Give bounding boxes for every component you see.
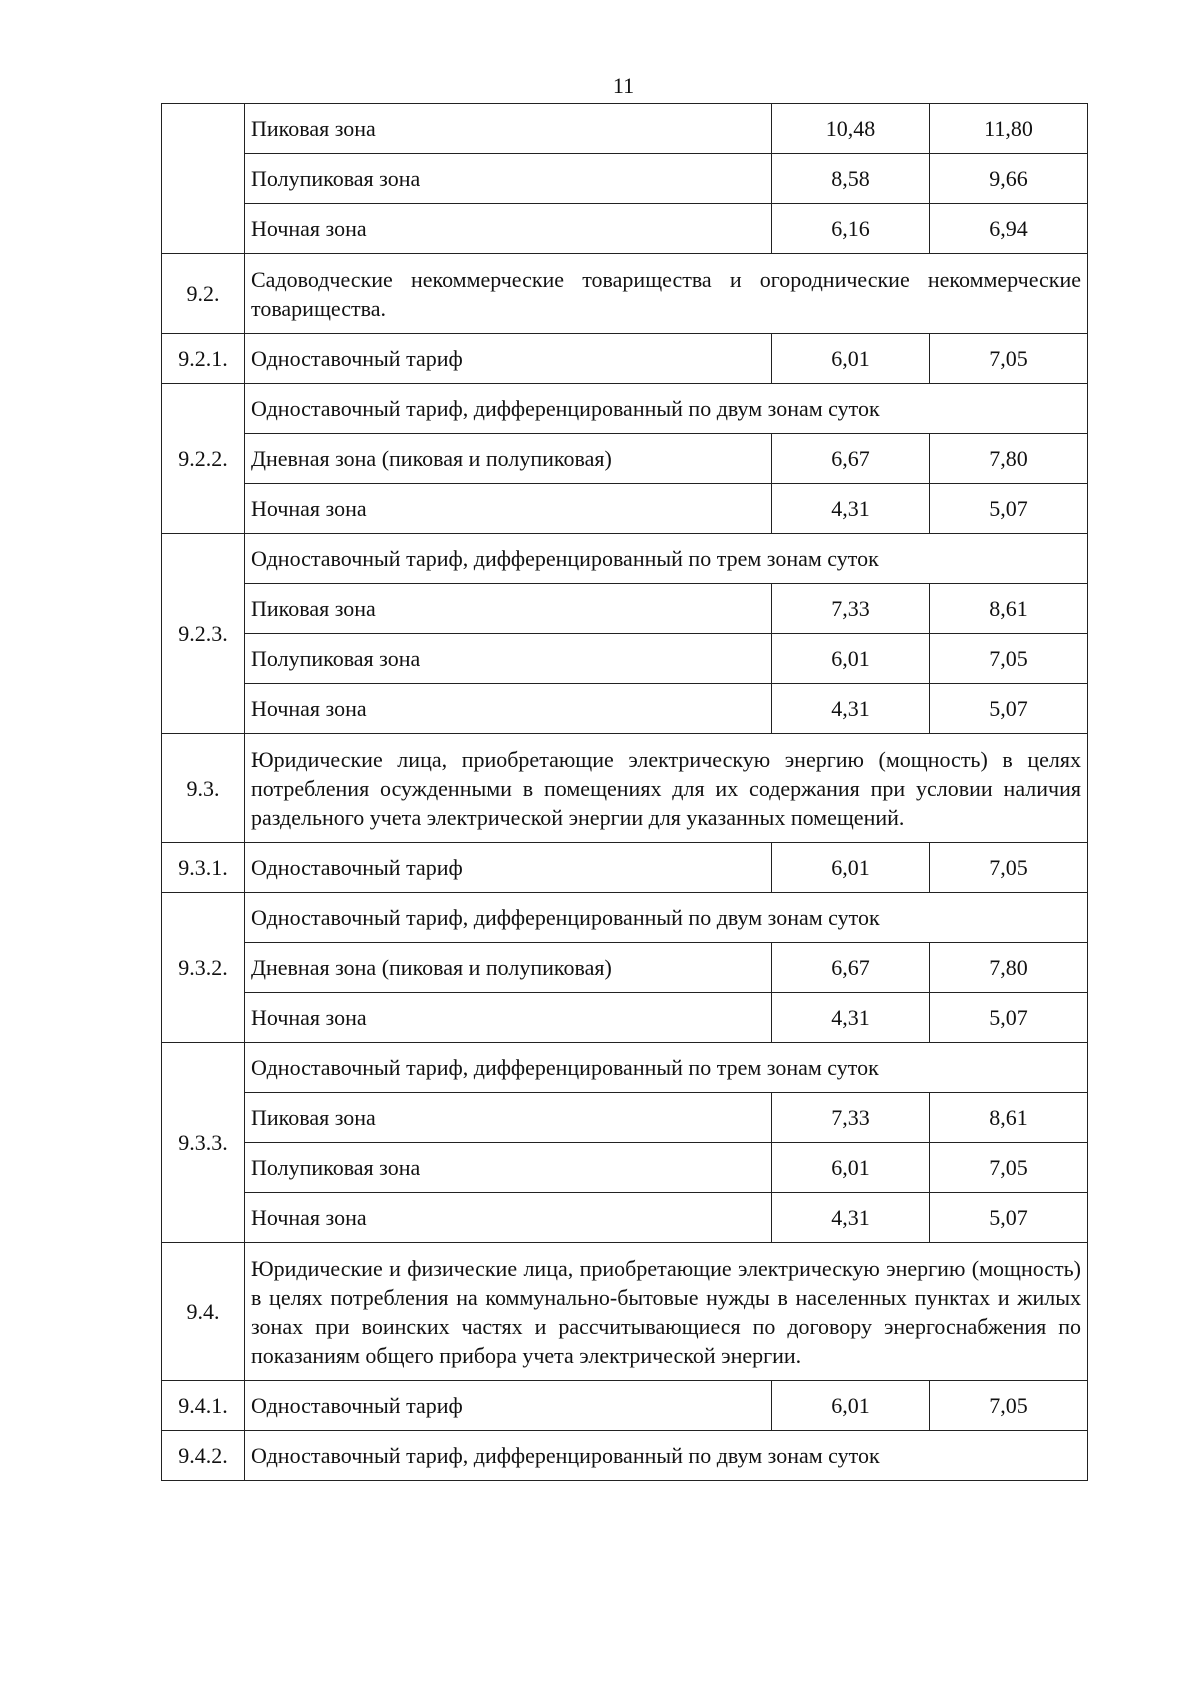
row-number-cell	[162, 104, 245, 254]
tariff-zone-name: Ночная зона	[245, 204, 772, 254]
tariff-zone-name: Ночная зона	[245, 993, 772, 1043]
tariff-zone-name: Полупиковая зона	[245, 1143, 772, 1193]
row-number: 9.3.1.	[162, 843, 245, 893]
tariff-value-1: 6,01	[772, 1381, 930, 1431]
subsection-header-row	[162, 1431, 1088, 1481]
subsection-title: Одноставочный тариф, дифференцированный по двум зонам суток	[245, 1431, 1088, 1481]
tariff-value-2: 7,05	[930, 843, 1088, 893]
tariff-value-1: 6,16	[772, 204, 930, 254]
tariff-value-2: 7,80	[930, 434, 1088, 484]
subsection-header-row	[162, 1043, 1088, 1093]
row-number: 9.2.3.	[162, 534, 245, 734]
tariff-value-2: 7,05	[930, 1381, 1088, 1431]
tariff-value-2: 7,05	[930, 1143, 1088, 1193]
table-row	[162, 154, 1088, 204]
table-row	[162, 993, 1088, 1043]
section-description: Юридические и физические лица, приобретающие электрическую энергию (мощность) в целях потребления на коммунально-бытовые нужды в населенных пунктах и жилых зонах при воинских частях и рассчитывающиеся по договору энергоснабжения по показаниям общего прибора учета электрической энергии.	[245, 1243, 1088, 1381]
page-number: 11	[612, 73, 635, 98]
section-row	[162, 1243, 1088, 1381]
subsection-header-row	[162, 534, 1088, 584]
tariff-zone-name: Ночная зона	[245, 684, 772, 734]
tariff-zone-name: Пиковая зона	[245, 104, 772, 154]
section-number: 9.4.	[162, 1243, 245, 1381]
tariff-zone-name: Полупиковая зона	[245, 154, 772, 204]
tariff-name: Одноставочный тариф	[245, 1381, 772, 1431]
tariff-value-1: 7,33	[772, 584, 930, 634]
tariff-value-2: 8,61	[930, 584, 1088, 634]
table-row	[162, 484, 1088, 534]
section-number: 9.2.	[162, 254, 245, 334]
table-row	[162, 1093, 1088, 1143]
tariff-value-2: 7,80	[930, 943, 1088, 993]
table-row	[162, 434, 1088, 484]
tariff-value-1: 8,58	[772, 154, 930, 204]
tariff-value-1: 7,33	[772, 1093, 930, 1143]
table-row	[162, 334, 1088, 384]
tariff-value-1: 6,01	[772, 843, 930, 893]
table-row	[162, 843, 1088, 893]
tariff-value-1: 6,67	[772, 434, 930, 484]
subsection-title: Одноставочный тариф, дифференцированный по двум зонам суток	[245, 384, 1088, 434]
tariff-table	[161, 103, 1088, 1481]
table-row	[162, 634, 1088, 684]
tariff-value-2: 11,80	[930, 104, 1088, 154]
table-row	[162, 1193, 1088, 1243]
tariff-value-1: 6,67	[772, 943, 930, 993]
tariff-zone-name: Полупиковая зона	[245, 634, 772, 684]
tariff-value-1: 4,31	[772, 484, 930, 534]
table-row	[162, 1381, 1088, 1431]
row-number: 9.3.2.	[162, 893, 245, 1043]
section-description: Юридические лица, приобретающие электрическую энергию (мощность) в целях потребления осужденными в помещениях для их содержания при условии наличия раздельного учета электрической энергии для указанных помещений.	[245, 734, 1088, 843]
tariff-value-2: 7,05	[930, 634, 1088, 684]
table-row	[162, 684, 1088, 734]
table-row	[162, 204, 1088, 254]
row-number: 9.4.2.	[162, 1431, 245, 1481]
row-number: 9.2.2.	[162, 384, 245, 534]
tariff-name: Одноставочный тариф	[245, 334, 772, 384]
tariff-value-1: 4,31	[772, 684, 930, 734]
tariff-value-2: 8,61	[930, 1093, 1088, 1143]
table-row	[162, 943, 1088, 993]
row-number: 9.4.1.	[162, 1381, 245, 1431]
subsection-header-row	[162, 893, 1088, 943]
row-number: 9.2.1.	[162, 334, 245, 384]
table-row	[162, 584, 1088, 634]
subsection-header-row	[162, 384, 1088, 434]
tariff-value-2: 6,94	[930, 204, 1088, 254]
tariff-value-1: 4,31	[772, 1193, 930, 1243]
section-row	[162, 734, 1088, 843]
subsection-title: Одноставочный тариф, дифференцированный по двум зонам суток	[245, 893, 1088, 943]
row-number: 9.3.3.	[162, 1043, 245, 1243]
tariff-value-2: 7,05	[930, 334, 1088, 384]
tariff-zone-name: Пиковая зона	[245, 584, 772, 634]
table-row	[162, 104, 1088, 154]
tariff-value-2: 9,66	[930, 154, 1088, 204]
tariff-zone-name: Дневная зона (пиковая и полупиковая)	[245, 943, 772, 993]
tariff-value-1: 10,48	[772, 104, 930, 154]
section-description: Садоводческие некоммерческие товарищества и огороднические некоммерческие товарищества.	[245, 254, 1088, 334]
section-row	[162, 254, 1088, 334]
tariff-value-1: 6,01	[772, 1143, 930, 1193]
tariff-value-1: 6,01	[772, 334, 930, 384]
tariff-value-2: 5,07	[930, 484, 1088, 534]
subsection-title: Одноставочный тариф, дифференцированный по трем зонам суток	[245, 1043, 1088, 1093]
tariff-value-1: 6,01	[772, 634, 930, 684]
tariff-value-2: 5,07	[930, 684, 1088, 734]
table-row	[162, 1143, 1088, 1193]
tariff-name: Одноставочный тариф	[245, 843, 772, 893]
tariff-zone-name: Ночная зона	[245, 1193, 772, 1243]
tariff-value-2: 5,07	[930, 993, 1088, 1043]
section-number: 9.3.	[162, 734, 245, 843]
tariff-zone-name: Пиковая зона	[245, 1093, 772, 1143]
tariff-value-1: 4,31	[772, 993, 930, 1043]
tariff-zone-name: Ночная зона	[245, 484, 772, 534]
subsection-title: Одноставочный тариф, дифференцированный по трем зонам суток	[245, 534, 1088, 584]
tariff-zone-name: Дневная зона (пиковая и полупиковая)	[245, 434, 772, 484]
tariff-value-2: 5,07	[930, 1193, 1088, 1243]
